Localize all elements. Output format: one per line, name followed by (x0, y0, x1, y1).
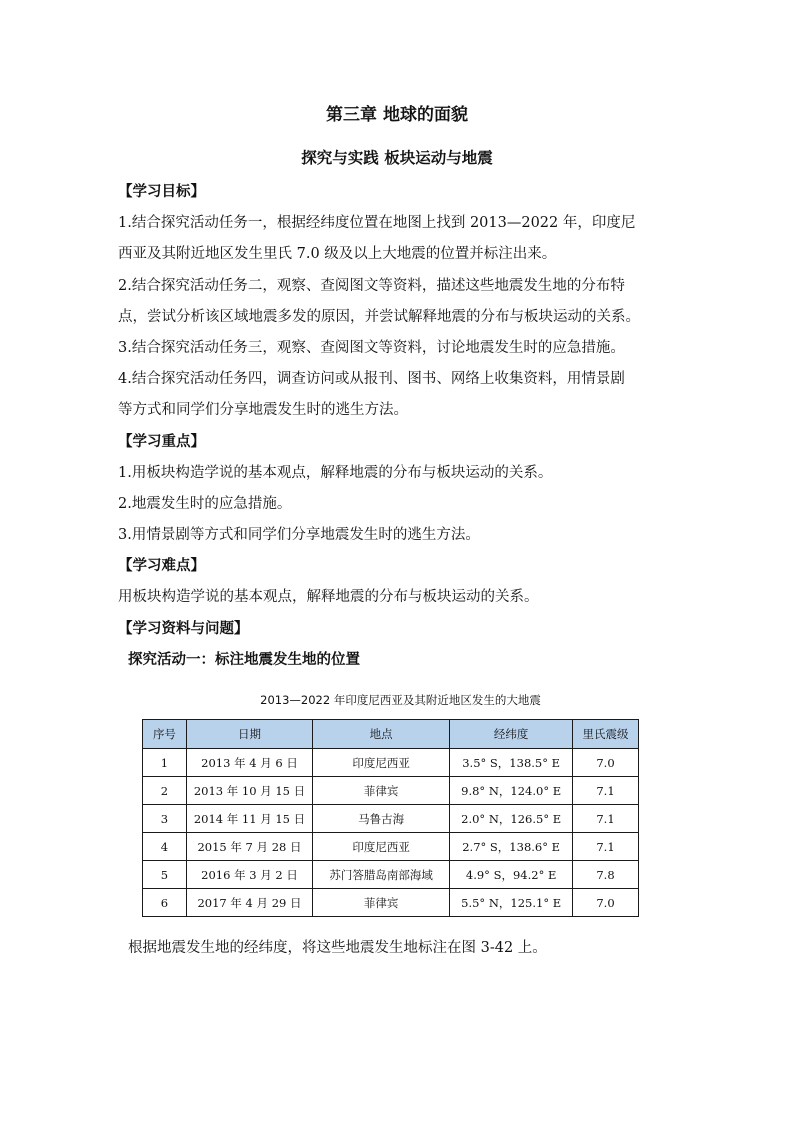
cell-coordinates: 5.5° N，125.1° E (450, 889, 573, 917)
cell-magnitude: 7.1 (573, 777, 639, 805)
objectives-line: 点，尝试分析该区域地震多发的原因，并尝试解释地震的分布与板块运动的关系。 (118, 308, 640, 325)
objectives-heading: 【学习目标】 (118, 184, 205, 200)
cell-number: 5 (143, 861, 187, 889)
earthquake-table (142, 719, 639, 917)
table-header-row (143, 720, 639, 749)
cell-coordinates: 2.0° N，126.5° E (450, 805, 573, 833)
key-points-line: 2.地震发生时的应急措施。 (118, 495, 292, 512)
cell-location: 印度尼西亚 (313, 749, 450, 777)
column-header-date: 日期 (186, 720, 312, 749)
table-row (143, 833, 639, 861)
cell-location: 马鲁古海 (313, 805, 450, 833)
cell-date: 2015 年 7 月 28 日 (186, 833, 312, 861)
cell-number: 1 (143, 749, 187, 777)
objectives-line: 2.结合探究活动任务二，观察、查阅图文等资料，描述这些地震发生地的分布特 (118, 277, 625, 294)
cell-date: 2013 年 4 月 6 日 (186, 749, 312, 777)
key-points-line: 3.用情景剧等方式和同学们分享地震发生时的逃生方法。 (118, 527, 480, 544)
objectives-line: 等方式和同学们分享地震发生时的逃生方法。 (118, 402, 408, 419)
instruction-text: 根据地震发生地的经纬度，将这些地震发生地标注在图 3-42 上。 (128, 940, 547, 956)
objectives-line: 西亚及其附近地区发生里氏 7.0 级及以上大地震的位置并标注出来。 (118, 246, 557, 263)
cell-magnitude: 7.0 (573, 749, 639, 777)
table-row (143, 749, 639, 777)
objectives-line: 1.结合探究活动任务一，根据经纬度位置在地图上找到 2013—2022 年，印度尼 (118, 215, 636, 232)
cell-magnitude: 7.8 (573, 861, 639, 889)
section-title: 探究与实践 板块运动与地震 (301, 149, 493, 167)
cell-location: 印度尼西亚 (313, 833, 450, 861)
column-header-coordinates: 经纬度 (450, 720, 573, 749)
column-header-location: 地点 (313, 720, 450, 749)
cell-magnitude: 7.0 (573, 889, 639, 917)
cell-date: 2013 年 10 月 15 日 (186, 777, 312, 805)
cell-location: 菲律宾 (313, 777, 450, 805)
cell-location: 苏门答腊岛南部海域 (313, 861, 450, 889)
cell-number: 4 (143, 833, 187, 861)
cell-coordinates: 2.7° S，138.6° E (450, 833, 573, 861)
column-header-magnitude: 里氏震级 (573, 720, 639, 749)
difficulties-heading: 【学习难点】 (118, 558, 205, 575)
chapter-title: 第三章 地球的面貌 (326, 105, 468, 125)
cell-number: 6 (143, 889, 187, 917)
objectives-line: 3.结合探究活动任务三，观察、查阅图文等资料，讨论地震发生时的应急措施。 (118, 339, 625, 356)
document-body (118, 177, 683, 676)
cell-coordinates: 9.8° N，124.0° E (450, 777, 573, 805)
table-row (143, 889, 639, 917)
column-header-number: 序号 (143, 720, 187, 749)
activity-title: 探究活动一：标注地震发生地的位置 (128, 651, 360, 668)
cell-magnitude: 7.1 (573, 805, 639, 833)
table-row (143, 777, 639, 805)
cell-magnitude: 7.1 (573, 833, 639, 861)
cell-date: 2017 年 4 月 29 日 (186, 889, 312, 917)
difficulties-line: 用板块构造学说的基本观点，解释地震的分布与板块运动的关系。 (118, 589, 539, 606)
cell-number: 3 (143, 805, 187, 833)
cell-date: 2014 年 11 月 15 日 (186, 805, 312, 833)
materials-heading: 【学习资料与问题】 (118, 620, 249, 637)
table-caption: 2013—2022 年印度尼西亚及其附近地区发生的大地震 (260, 693, 541, 707)
table-row (143, 861, 639, 889)
cell-coordinates: 3.5° S，138.5° E (450, 749, 573, 777)
cell-number: 2 (143, 777, 187, 805)
cell-date: 2016 年 3 月 2 日 (186, 861, 312, 889)
objectives-line: 4.结合探究活动任务四，调查访问或从报刊、图书、网络上收集资料，用情景剧 (118, 371, 625, 388)
table-row (143, 805, 639, 833)
cell-coordinates: 4.9° S，94.2° E (450, 861, 573, 889)
key-points-heading: 【学习重点】 (118, 433, 205, 450)
cell-location: 菲律宾 (313, 889, 450, 917)
key-points-line: 1.用板块构造学说的基本观点，解释地震的分布与板块运动的关系。 (118, 464, 553, 481)
